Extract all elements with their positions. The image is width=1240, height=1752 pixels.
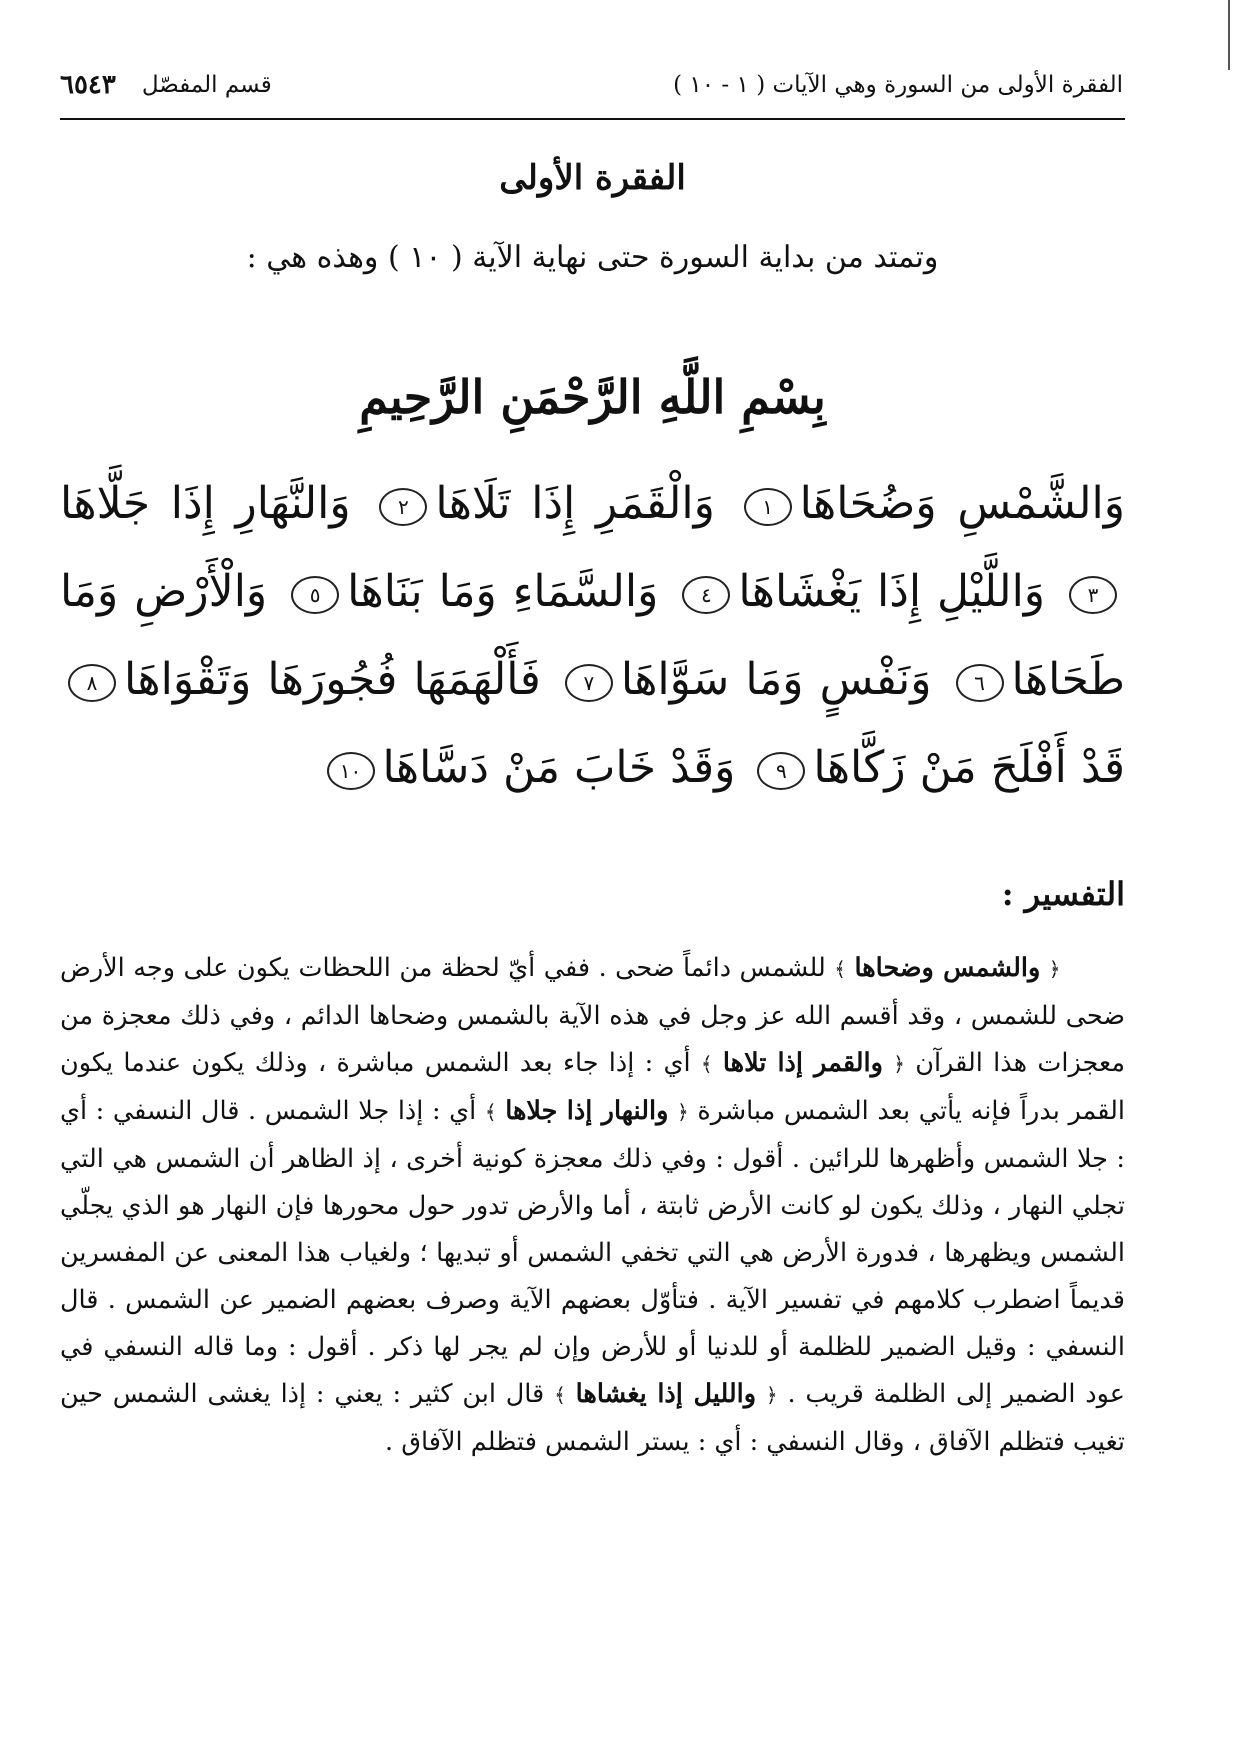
basmala: بِسْمِ اللَّهِ الرَّحْمَنِ الرَّحِيمِ [359, 370, 826, 424]
commentary-text: قال ابن كثير : يعني : إذا يغشى الشمس حين تغيب فتظلم الآفاق ، وقال النسفي : أي : يستر الشمس فتظلم الآفاق . [60, 1379, 1125, 1457]
verse-text: وَاللَّيْلِ إِذَا يَغْشَاهَا [738, 566, 1046, 617]
verse-text: وَالنَّهَارِ إِذَا جَلَّاهَا [60, 478, 351, 529]
running-title: الفقرة الأولى من السورة وهي الآيات ( ١ - ١٠ ) [673, 72, 1123, 98]
commentary-text: للشمس دائماً ضحى . ففي أيّ لحظة من اللحظات يكون على وجه الأرض ضحى للشمس ، وقد أقسم الله عز وجل في هذه الآية بالشمس وضحاها الدائم ، وفي ذلك معجزة من معجزات هذا القرآن [60, 953, 1125, 1078]
ornate-bracket-close: ﴾ [834, 957, 846, 981]
verse-text: قَدْ أَفْلَحَ مَنْ زَكَّاهَا [813, 742, 1125, 793]
book-page [60, 40, 1125, 1720]
tafsir-heading: التفسير : [1001, 875, 1125, 913]
ornate-bracket-open: ﴿ [893, 1052, 905, 1076]
verse-text: وَقَدْ خَابَ مَنْ دَسَّاهَا [382, 742, 736, 793]
verse-text: وَالسَّمَاءِ وَمَا بَنَاهَا [347, 566, 659, 617]
verse-number-marker: ٧ [565, 664, 613, 702]
header-divider [60, 118, 1125, 120]
header-left-group [60, 70, 272, 100]
ornate-bracket-close: ﴾ [554, 1383, 566, 1407]
verse-text: وَالْأَرْضِ وَمَا طَحَاهَا [60, 566, 1125, 705]
quoted-verse: والشمس وضحاها [854, 953, 1041, 983]
page-number: ٦٥٤٣ [60, 70, 116, 100]
ornate-bracket-close: ﴾ [700, 1052, 713, 1076]
verse-number-marker: ٤ [682, 576, 730, 614]
verse-number-marker: ٨ [68, 664, 116, 702]
quoted-verse: والنهار إذا جلاها [505, 1096, 669, 1126]
verse-number-marker: ١٠ [327, 752, 375, 790]
ornate-bracket-close: ﴾ [484, 1100, 497, 1124]
running-header [60, 65, 1125, 105]
ornate-bracket-open: ﴿ [765, 1383, 778, 1407]
quran-verses [60, 460, 1125, 812]
verse-text: وَالْقَمَرِ إِذَا تَلَاهَا [435, 478, 715, 529]
commentary-text: أي : إذا جلا الشمس . قال النسفي : أي : جلا الشمس وأظهرها للرائين . أقول : وفي ذلك معجزة كونية أخرى ، إذ الظاهر أن الشمس هي التي تجلي النهار ، وذلك يكون لو كانت الأرض ثابتة ، أما والأرض تدور حول محورها فإن النهار هو الذي يجلّي الشمس ويظهرها ، فدورة الأرض هي التي تخفي الشمس أو تبديها ؛ ولغياب هذا المعنى عن المفسرين قديماً اضطرب كلامهم في تفسير الآية . فتأوّل بعضهم الآية وصرف بعضهم الضمير عن الشمس . قال النسفي : وقيل الضمير للظلمة أو للدنيا أو للأرض وإن لم يجر لها ذكر . أقول : وما قاله النسفي في عود الضمير إلى الظلمة قريب . [60, 1096, 1126, 1409]
verse-number-marker: ٢ [379, 488, 427, 526]
verse-number-marker: ١ [744, 488, 792, 526]
ornate-bracket-open: ﴿ [677, 1100, 689, 1124]
quoted-verse: والليل إذا يغشاها [575, 1379, 757, 1409]
verse-number-marker: ٥ [291, 576, 339, 614]
tafsir-paragraph [60, 945, 1125, 1466]
quoted-verse: والقمر إذا تلاها [722, 1048, 883, 1078]
verse-text: وَالشَّمْسِ وَضُحَاهَا [799, 478, 1125, 529]
section-intro: وتمتد من بداية السورة حتى نهاية الآية ( ١٠ ) وهذه هي : [246, 240, 939, 275]
verse-text: وَنَفْسٍ وَمَا سَوَّاهَا [620, 654, 932, 705]
tafsir-body [60, 945, 1125, 1466]
verse-number-marker: ٦ [956, 664, 1004, 702]
verse-number-marker: ٩ [757, 752, 805, 790]
verse-text: فَأَلْهَمَهَا فُجُورَهَا وَتَقْوَاهَا [124, 654, 541, 705]
section-title: الفقرة الأولى [499, 158, 686, 198]
commentary-text: أي : إذا جاء بعد الشمس مباشرة ، وذلك يكون عندما يكون القمر بدراً فإنه يأتي بعد الشمس مباشرة [60, 1048, 1126, 1126]
ornate-bracket-open: ﴿ [1048, 957, 1061, 981]
scan-edge-line [1228, 0, 1230, 70]
verse-number-marker: ٣ [1069, 576, 1117, 614]
section-name: قسم المفصّل [141, 72, 272, 98]
